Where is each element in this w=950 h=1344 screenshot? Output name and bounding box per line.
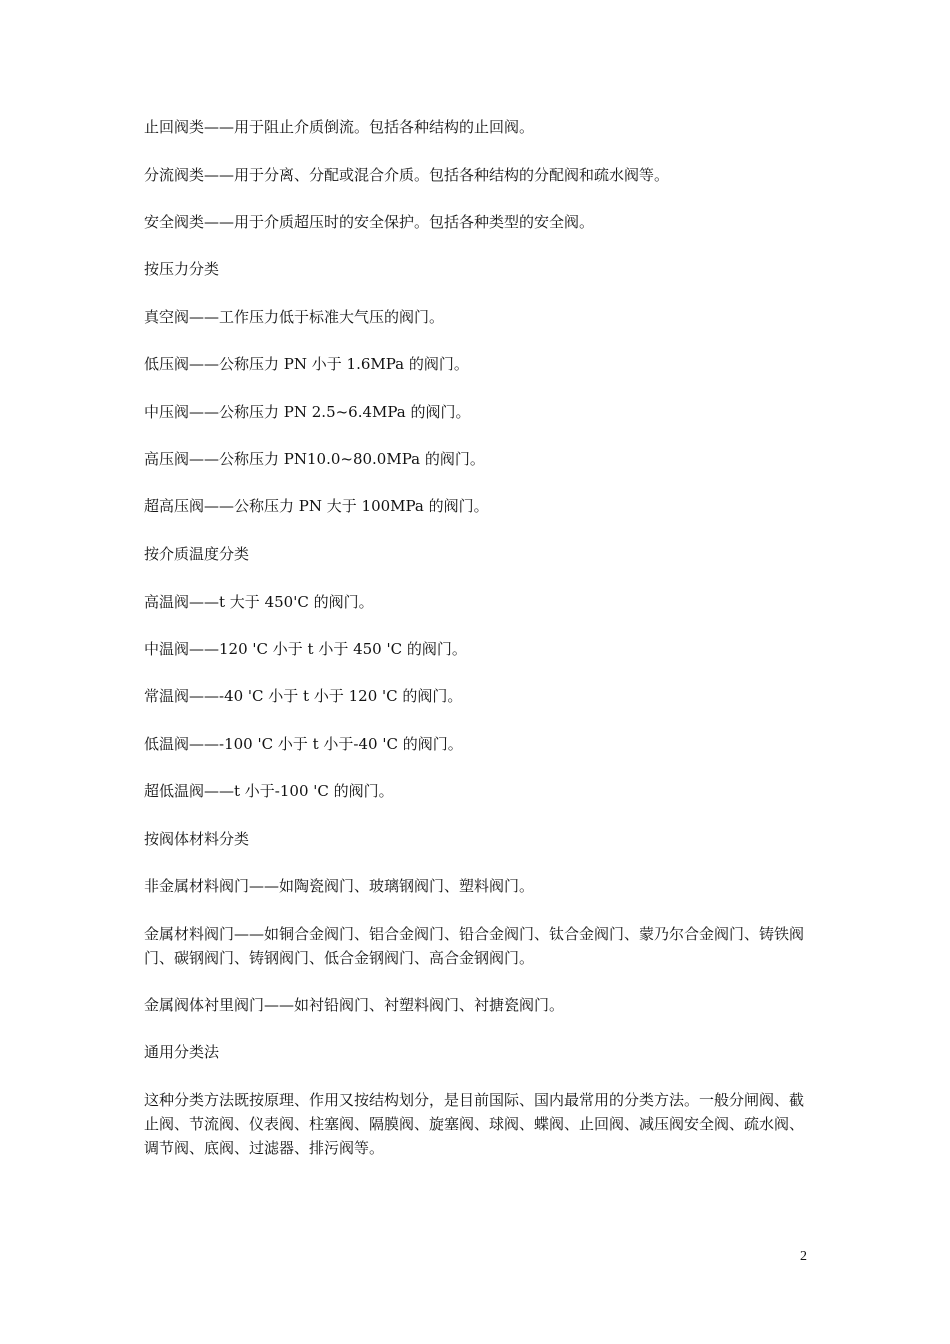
paragraph-low-pressure-valve: 低压阀——公称压力 PN 小于 1.6MPa 的阀门。 (144, 355, 469, 373)
paragraph-medium-temperature-valve: 中温阀——120 'C 小于 t 小于 450 'C 的阀门。 (144, 640, 467, 658)
paragraph-safety-valves: 安全阀类——用于介质超压时的安全保护。包括各种类型的安全阀。 (144, 213, 595, 231)
paragraph-medium-pressure-valve: 中压阀——公称压力 PN 2.5~6.4MPa 的阀门。 (144, 403, 471, 421)
heading-by-medium-temperature: 按介质温度分类 (144, 545, 250, 563)
paragraph-ultra-high-pressure-valve: 超高压阀——公称压力 PN 大于 100MPa 的阀门。 (144, 497, 489, 515)
paragraph-low-temperature-valve: 低温阀——-100 'C 小于 t 小于-40 'C 的阀门。 (144, 735, 463, 753)
paragraph-vacuum-valve: 真空阀——工作压力低于标准大气压的阀门。 (144, 308, 445, 326)
paragraph-diverter-valves: 分流阀类——用于分离、分配或混合介质。包括各种结构的分配阀和疏水阀等。 (144, 166, 670, 184)
heading-general-classification: 通用分类法 (144, 1043, 220, 1061)
paragraph-nonmetal-valves: 非金属材料阀门——如陶瓷阀门、玻璃钢阀门、塑料阀门。 (144, 877, 535, 895)
paragraph-metal-valves: 金属材料阀门——如铜合金阀门、铝合金阀门、铅合金阀门、钛合金阀门、蒙乃尔合金阀门、铸铁阀门、碳钢阀门、铸钢阀门、低合金钢阀门、高合金钢阀门。 (144, 925, 805, 967)
page-number: 2 (800, 1249, 807, 1264)
paragraph-check-valves: 止回阀类——用于阻止介质倒流。包括各种结构的止回阀。 (144, 118, 535, 136)
paragraph-ultra-low-temperature-valve: 超低温阀——t 小于-100 'C 的阀门。 (144, 782, 394, 800)
paragraph-normal-temperature-valve: 常温阀——-40 'C 小于 t 小于 120 'C 的阀门。 (144, 687, 463, 705)
heading-by-pressure: 按压力分类 (144, 260, 220, 278)
paragraph-lined-valves: 金属阀体衬里阀门——如衬铅阀门、衬塑料阀门、衬搪瓷阀门。 (144, 996, 565, 1014)
paragraph-high-pressure-valve: 高压阀——公称压力 PN10.0~80.0MPa 的阀门。 (144, 450, 485, 468)
paragraph-high-temperature-valve: 高温阀——t 大于 450'C 的阀门。 (144, 593, 374, 611)
paragraph-general-classification: 这种分类方法既按原理、作用又按结构划分，是目前国际、国内最常用的分类方法。一般分闸阀、截止阀、节流阀、仪表阀、柱塞阀、隔膜阀、旋塞阀、球阀、蝶阀、止回阀、减压阀安全阀、疏水阀、调节阀、底阀、过滤器、排污阀等。 (144, 1091, 805, 1157)
heading-by-body-material: 按阀体材料分类 (144, 830, 250, 848)
